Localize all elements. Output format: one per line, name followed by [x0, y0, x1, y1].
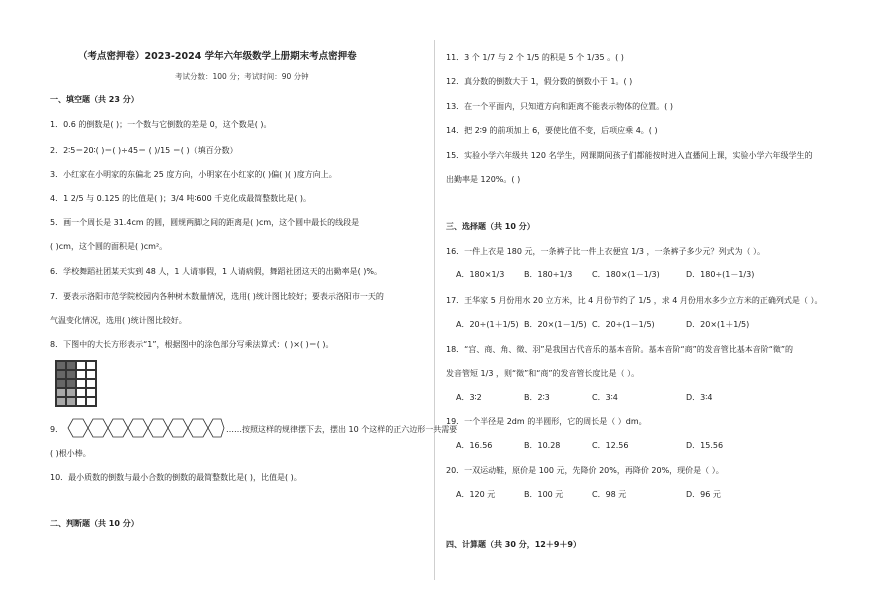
q19-option-b: B．10.28: [524, 441, 561, 450]
q16-option-a: A．180×1/3: [456, 270, 505, 279]
section-true-false: 二、判断题（共 10 分）: [50, 519, 139, 528]
question-9-number: 9．: [50, 425, 64, 434]
q18-option-d: D．3∶4: [686, 393, 713, 402]
question-18-line-2: 发音管短 1/3 ，则“徵”和“商”的发音管长度比是（ ）。: [446, 369, 640, 378]
question-6: 6．学校舞蹈社团某天实到 48 人，1 人请事假，1 人请病假，舞蹈社团这天的出勤率是( )%。: [50, 267, 383, 276]
question-4: 4．1 2/5 与 0.125 的比值是( )；3/4 吨∶600 千克化成最简整数比是( )。: [50, 194, 312, 203]
question-13: 13．在一个平面内，只知道方向和距离不能表示物体的位置。( ): [446, 102, 673, 111]
q18-option-c: C．3∶4: [592, 393, 618, 402]
section-calculation: 四、计算题（共 30 分，12＋9＋9）: [446, 540, 581, 549]
question-11: 11．3 个 1/7 与 2 个 1/5 的积是 5 个 1/35 。( ): [446, 53, 624, 62]
section-fill-in: 一、填空题（共 23 分）: [50, 95, 139, 104]
q17-option-a: A．20÷(1＋1/5): [456, 320, 519, 329]
question-10: 10．最小质数的倒数与最小合数的倒数的最简整数比是( )，比值是( )。: [50, 473, 302, 482]
q18-option-b: B．2∶3: [524, 393, 550, 402]
q20-option-a: A．120 元: [456, 490, 496, 499]
question-15-line-1: 15．实验小学六年级共 120 名学生，网课期间孩子们都能按时进入直播间上课，实验小学六年级学生的: [446, 151, 813, 160]
question-19: 19．一个半径是 2dm 的半圆形，它的周长是（ ）dm。: [446, 417, 647, 426]
question-7-line-1: 7．要表示洛阳市范学院校园内各种树木数量情况，选用( )统计图比较好；要表示洛阳市一天的: [50, 292, 384, 301]
question-12: 12．真分数的倒数大于 1，假分数的倒数小于 1。( ): [446, 77, 633, 86]
section-multiple-choice: 三、选择题（共 10 分）: [446, 222, 535, 231]
q19-option-d: D．15.56: [686, 441, 724, 450]
page-title: （考点密押卷）2023-2024 学年六年级数学上册期末考点密押卷: [78, 51, 357, 62]
q16-option-b: B．180÷1/3: [524, 270, 573, 279]
question-8: 8．下图中的大长方形表示“1”，根据图中的涂色部分写乘法算式：( )×( )＝( )。: [50, 340, 334, 349]
question-20: 20．一双运动鞋，原价是 100 元，先降价 20%，再降价 20%，现价是（ ）。: [446, 466, 724, 475]
question-3: 3．小红家在小明家的东偏北 25 度方向，小明家在小红家的( )偏( )( )度方向上。: [50, 170, 337, 179]
q20-option-c: C．98 元: [592, 490, 627, 499]
q17-option-d: D．20×(1＋1/5): [686, 320, 750, 329]
q20-option-d: D．96 元: [686, 490, 721, 499]
q20-option-b: B．100 元: [524, 490, 564, 499]
question-1: 1．0.6 的倒数是( )；一个数与它倒数的差是 0，这个数是( )。: [50, 120, 272, 129]
question-16: 16．一件上衣是 180 元，一条裤子比一件上衣便宜 1/3 ，一条裤子多少元？列式为（ ）。: [446, 247, 766, 256]
question-7-line-2: 气温变化情况，选用( )统计图比较好。: [50, 316, 187, 325]
q18-option-a: A．3∶2: [456, 393, 482, 402]
question-17: 17．王华家 5 月份用水 20 立方米，比 4 月份节约了 1/5 ，求 4 月份用水多少立方米的正确列式是（ ）。: [446, 296, 823, 305]
q16-option-d: D．180÷(1－1/3): [686, 270, 755, 279]
exam-subtitle: 考试分数：100 分；考试时间：90 分钟: [175, 72, 309, 81]
question-5-line-1: 5．画一个周长是 31.4cm 的圆，圆规两脚之间的距离是( )cm，这个圆中最长的线段是: [50, 218, 360, 227]
question-9-line-2: ( )根小棒。: [50, 449, 91, 458]
question-5-line-2: ( )cm，这个圆的面积是( )cm²。: [50, 242, 168, 251]
hexagon-chain-figure: [66, 417, 226, 439]
q17-option-c: C．20÷(1－1/5): [592, 320, 655, 329]
shaded-rectangle-grid: [55, 360, 97, 407]
q16-option-c: C．180×(1－1/3): [592, 270, 660, 279]
question-14: 14．把 2∶9 的前项加上 6，要使比值不变，后项应乘 4。( ): [446, 126, 658, 135]
column-divider: [434, 40, 435, 580]
question-15-line-2: 出勤率是 120%。( ): [446, 175, 521, 184]
q19-option-a: A．16.56: [456, 441, 493, 450]
question-2: 2．2∶5＝20∶( )＝( )÷45＝ ( )/15 ＝( )（填百分数）: [50, 146, 238, 155]
question-9-text: ……按照这样的规律摆下去，摆出 10 个这样的正六边形一共需要: [226, 425, 458, 434]
question-18-line-1: 18．“宫、商、角、徵、羽”是我国古代音乐的基本音阶。基本音阶“商”的发音管比基本音阶“徵”的: [446, 345, 794, 354]
q19-option-c: C．12.56: [592, 441, 629, 450]
q17-option-b: B．20×(1－1/5): [524, 320, 587, 329]
